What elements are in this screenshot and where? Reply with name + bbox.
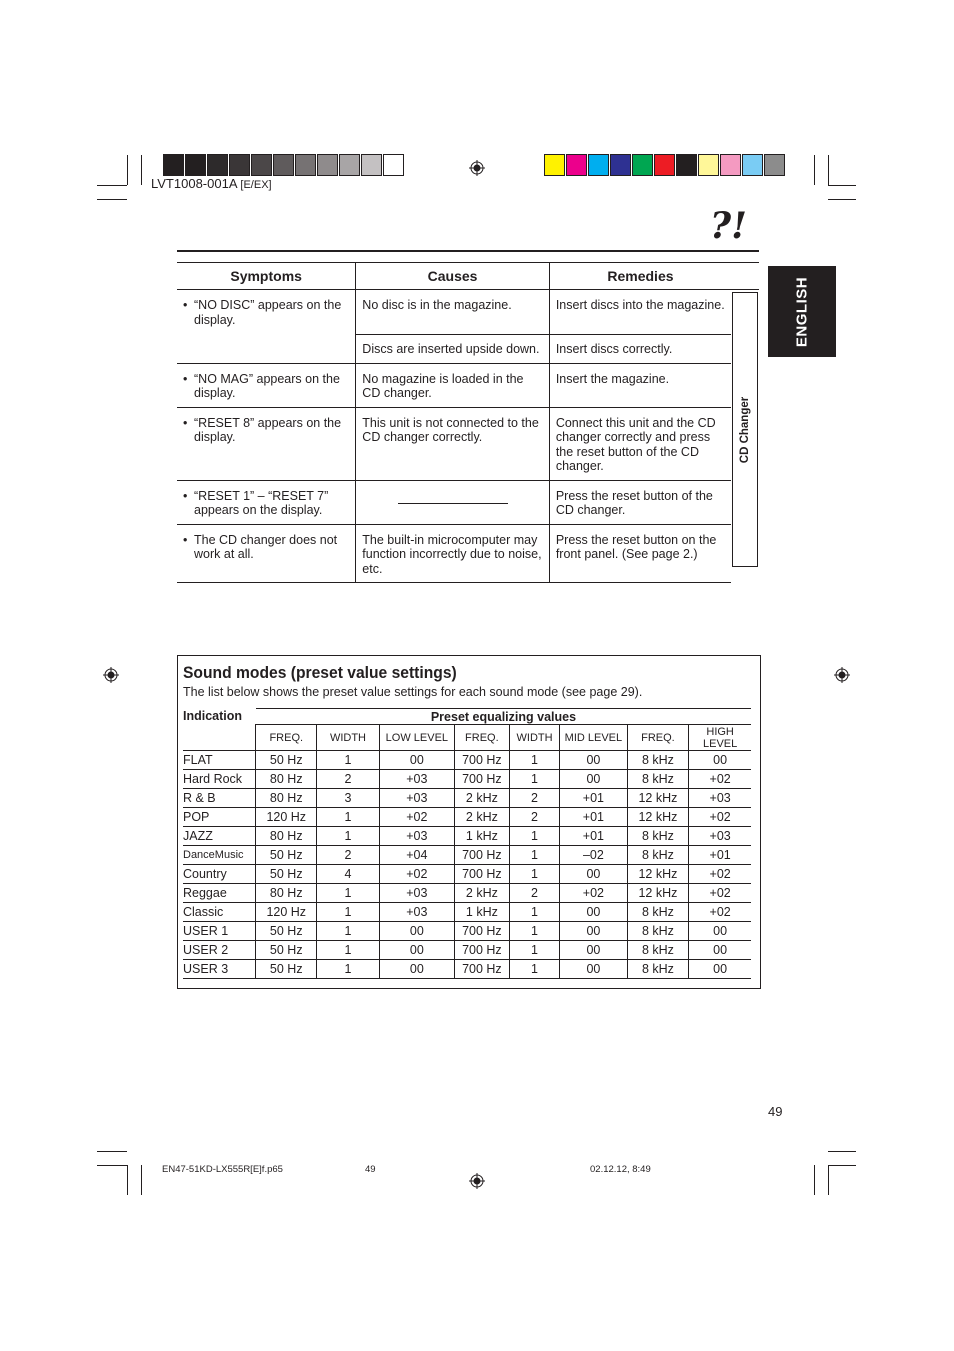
cause-text: The built-in microcomputer may function incorrectly due to noise, etc. [356,524,550,583]
causes-header: Causes [356,263,550,290]
color-swatch [610,154,631,176]
sound-modes-table [183,708,751,979]
document-code: LVT1008-001A [E/EX] [151,176,272,191]
preset-value: 1 [317,884,380,903]
table-row: • “NO DISC” appears on the display. No disc is in the magazine. Insert discs into the magazine. [177,290,759,335]
preset-value: +03 [689,789,751,808]
preset-value: 1 [317,808,380,827]
preset-value: 8 kHz [627,922,689,941]
registration-mark-icon [103,667,119,683]
table-row [183,789,751,808]
table-row [183,770,751,789]
column-header: WIDTH [509,725,559,751]
troubleshooting-table [177,262,759,583]
cause-text: This unit is not connected to the CD changer correctly. [356,407,550,480]
preset-value: +03 [379,770,454,789]
remedy-text: Insert discs into the magazine. [549,290,731,335]
preset-value: 00 [560,941,627,960]
preset-value: 120 Hz [256,808,317,827]
preset-value: +02 [689,808,751,827]
mode-name: Reggae [183,884,256,903]
table-row [183,751,751,770]
preset-value: 1 [317,960,380,979]
preset-value: +02 [379,808,454,827]
preset-value: 00 [689,751,751,770]
preset-value: 4 [317,865,380,884]
mode-name: JAZZ [183,827,256,846]
preset-value: +01 [689,846,751,865]
preset-value: +03 [689,827,751,846]
preset-value: +03 [379,884,454,903]
preset-value: 80 Hz [256,884,317,903]
color-calibration-bar [544,154,786,176]
table-row [183,941,751,960]
preset-value: 2 kHz [454,789,509,808]
color-swatch [632,154,653,176]
footer-page: 49 [365,1164,376,1175]
preset-value: 700 Hz [454,941,509,960]
preset-value: 1 [317,827,380,846]
preset-value: 1 [509,903,559,922]
column-header: HIGH LEVEL [689,725,751,751]
sound-modes-intro: The list below shows the preset value settings for each sound mode (see page 29). [183,685,643,699]
mode-name: Country [183,865,256,884]
symptom-text: “RESET 8” appears on the display. [194,415,342,444]
sound-modes-title: Sound modes (preset value settings) [183,663,457,682]
color-swatch [163,154,184,176]
table-row [183,865,751,884]
language-tab: ENGLISH [768,266,836,357]
color-swatch [544,154,565,176]
color-swatch [764,154,785,176]
preset-value: 50 Hz [256,960,317,979]
remedy-text: Connect this unit and the CD changer correctly and press the reset button of the CD changer. [549,407,731,480]
registration-mark-icon [834,667,850,683]
preset-values-header: Preset equalizing values [256,709,751,725]
color-swatch [698,154,719,176]
footer-datetime: 02.12.12, 8:49 [590,1164,651,1175]
preset-value: 8 kHz [627,770,689,789]
remedy-text: Insert discs correctly. [549,335,731,364]
color-swatch [317,154,338,176]
preset-value: 00 [560,960,627,979]
preset-value: 1 [509,865,559,884]
mode-name: POP [183,808,256,827]
footer-filename: EN47-51KD-LX555R[E]f.p65 [162,1164,283,1175]
preset-value: +03 [379,789,454,808]
mode-name: R & B [183,789,256,808]
color-swatch [383,154,404,176]
preset-value: +04 [379,846,454,865]
preset-value: 2 [317,770,380,789]
preset-value: 00 [560,770,627,789]
preset-value: 1 [509,960,559,979]
mode-name: Classic [183,903,256,922]
mode-name: FLAT [183,751,256,770]
preset-value: 12 kHz [627,884,689,903]
mode-name: DanceMusic [183,846,256,865]
table-row: • “RESET 8” appears on the display. This unit is not connected to the CD changer correctly. Connect this unit and the CD changer correctly and press the reset button of the CD changer. [177,407,759,480]
question-exclamation-icon: ?! [710,205,747,247]
table-row: • The CD changer does not work at all. The built-in microcomputer may function incorrectly due to noise, etc. Press the reset button on the front panel. (See page 2.) [177,524,759,583]
color-swatch [207,154,228,176]
preset-value: 00 [379,922,454,941]
symptom-text: “NO MAG” appears on the display. [194,371,340,400]
symptoms-header: Symptoms [177,263,356,290]
color-swatch [251,154,272,176]
preset-value: 00 [689,922,751,941]
no-cause-dash [398,503,508,504]
mode-name: USER 3 [183,960,256,979]
cause-text: No magazine is loaded in the CD changer. [356,363,550,407]
preset-value: 50 Hz [256,865,317,884]
table-row [183,827,751,846]
preset-value: 1 [317,751,380,770]
preset-value: 700 Hz [454,770,509,789]
preset-value: 1 [509,827,559,846]
column-header: FREQ. [256,725,317,751]
preset-value: 00 [689,960,751,979]
cd-changer-section-label: CD Changer [732,292,758,567]
column-header: MID LEVEL [560,725,627,751]
preset-value: 1 [317,903,380,922]
preset-value: 50 Hz [256,751,317,770]
column-header: FREQ. [627,725,689,751]
preset-value: 1 [317,922,380,941]
preset-value: 00 [379,960,454,979]
preset-value: +02 [689,903,751,922]
preset-value: 00 [379,941,454,960]
column-header: FREQ. [454,725,509,751]
color-swatch [361,154,382,176]
remedies-header: Remedies [549,263,731,290]
symptom-text: “RESET 1” – “RESET 7” appears on the display. [194,488,329,517]
table-row [183,846,751,865]
preset-value: +03 [379,827,454,846]
preset-value: 00 [560,751,627,770]
color-swatch [229,154,250,176]
table-row [183,960,751,979]
preset-value: 1 [317,941,380,960]
remedy-text: Press the reset button of the CD changer. [549,480,731,524]
color-swatch [185,154,206,176]
preset-value: 12 kHz [627,865,689,884]
column-header: LOW LEVEL [379,725,454,751]
preset-value: 700 Hz [454,865,509,884]
mode-name: USER 1 [183,922,256,941]
color-swatch [588,154,609,176]
preset-value: +02 [379,865,454,884]
symptom-text: “NO DISC” appears on the display. [194,298,342,327]
color-swatch [273,154,294,176]
preset-value: 80 Hz [256,770,317,789]
preset-value: 00 [560,903,627,922]
preset-value: 2 kHz [454,808,509,827]
preset-value: +02 [560,884,627,903]
color-swatch [339,154,360,176]
color-swatch [566,154,587,176]
preset-value: 1 kHz [454,827,509,846]
preset-value: 8 kHz [627,960,689,979]
table-row [183,808,751,827]
mode-name: Hard Rock [183,770,256,789]
preset-value: 50 Hz [256,922,317,941]
page-number: 49 [768,1104,783,1119]
color-swatch [654,154,675,176]
preset-value: 700 Hz [454,846,509,865]
preset-value: 2 [509,789,559,808]
preset-value: –02 [560,846,627,865]
preset-value: 1 kHz [454,903,509,922]
table-row: • “NO MAG” appears on the display. No magazine is loaded in the CD changer. Insert the magazine. [177,363,759,407]
preset-value: 00 [689,941,751,960]
indication-header: Indication [183,708,243,723]
preset-value: 2 kHz [454,884,509,903]
preset-value: 8 kHz [627,751,689,770]
preset-value: 12 kHz [627,789,689,808]
preset-value: 8 kHz [627,903,689,922]
registration-mark-icon [469,160,485,176]
preset-value: +01 [560,827,627,846]
preset-value: +01 [560,789,627,808]
preset-value: 2 [509,808,559,827]
preset-value: 700 Hz [454,751,509,770]
preset-value: 00 [379,751,454,770]
preset-value: 1 [509,770,559,789]
table-row: • “RESET 1” – “RESET 7” appears on the display. Press the reset button of the CD changer. [177,480,759,524]
preset-value: 3 [317,789,380,808]
preset-value: +02 [689,770,751,789]
mode-name: USER 2 [183,941,256,960]
cause-text: No disc is in the magazine. [356,290,550,335]
preset-value: 2 [509,884,559,903]
preset-value: 80 Hz [256,789,317,808]
preset-value: 8 kHz [627,941,689,960]
preset-value: 2 [317,846,380,865]
column-header: WIDTH [317,725,380,751]
preset-value: +02 [689,884,751,903]
registration-mark-icon [469,1173,485,1189]
preset-value: 120 Hz [256,903,317,922]
preset-value: 1 [509,922,559,941]
preset-value: 8 kHz [627,846,689,865]
remedy-text: Insert the magazine. [549,363,731,407]
remedy-text: Press the reset button on the front panel. (See page 2.) [549,524,731,583]
color-swatch [676,154,697,176]
color-swatch [742,154,763,176]
preset-value: 00 [560,922,627,941]
cause-text: Discs are inserted upside down. [356,335,550,364]
preset-value: 50 Hz [256,941,317,960]
preset-value: 1 [509,751,559,770]
preset-value: 700 Hz [454,922,509,941]
preset-value: 700 Hz [454,960,509,979]
preset-value: 1 [509,846,559,865]
preset-value: +01 [560,808,627,827]
preset-value: +02 [689,865,751,884]
preset-value: 50 Hz [256,846,317,865]
table-row [183,903,751,922]
grayscale-calibration-bar [163,154,405,176]
preset-value: 8 kHz [627,827,689,846]
preset-value: 12 kHz [627,808,689,827]
preset-value: 00 [560,865,627,884]
symptom-text: The CD changer does not work at all. [194,532,338,561]
preset-value: 80 Hz [256,827,317,846]
preset-value: 1 [509,941,559,960]
table-row [183,922,751,941]
preset-value: +03 [379,903,454,922]
color-swatch [295,154,316,176]
color-swatch [720,154,741,176]
table-row [183,884,751,903]
